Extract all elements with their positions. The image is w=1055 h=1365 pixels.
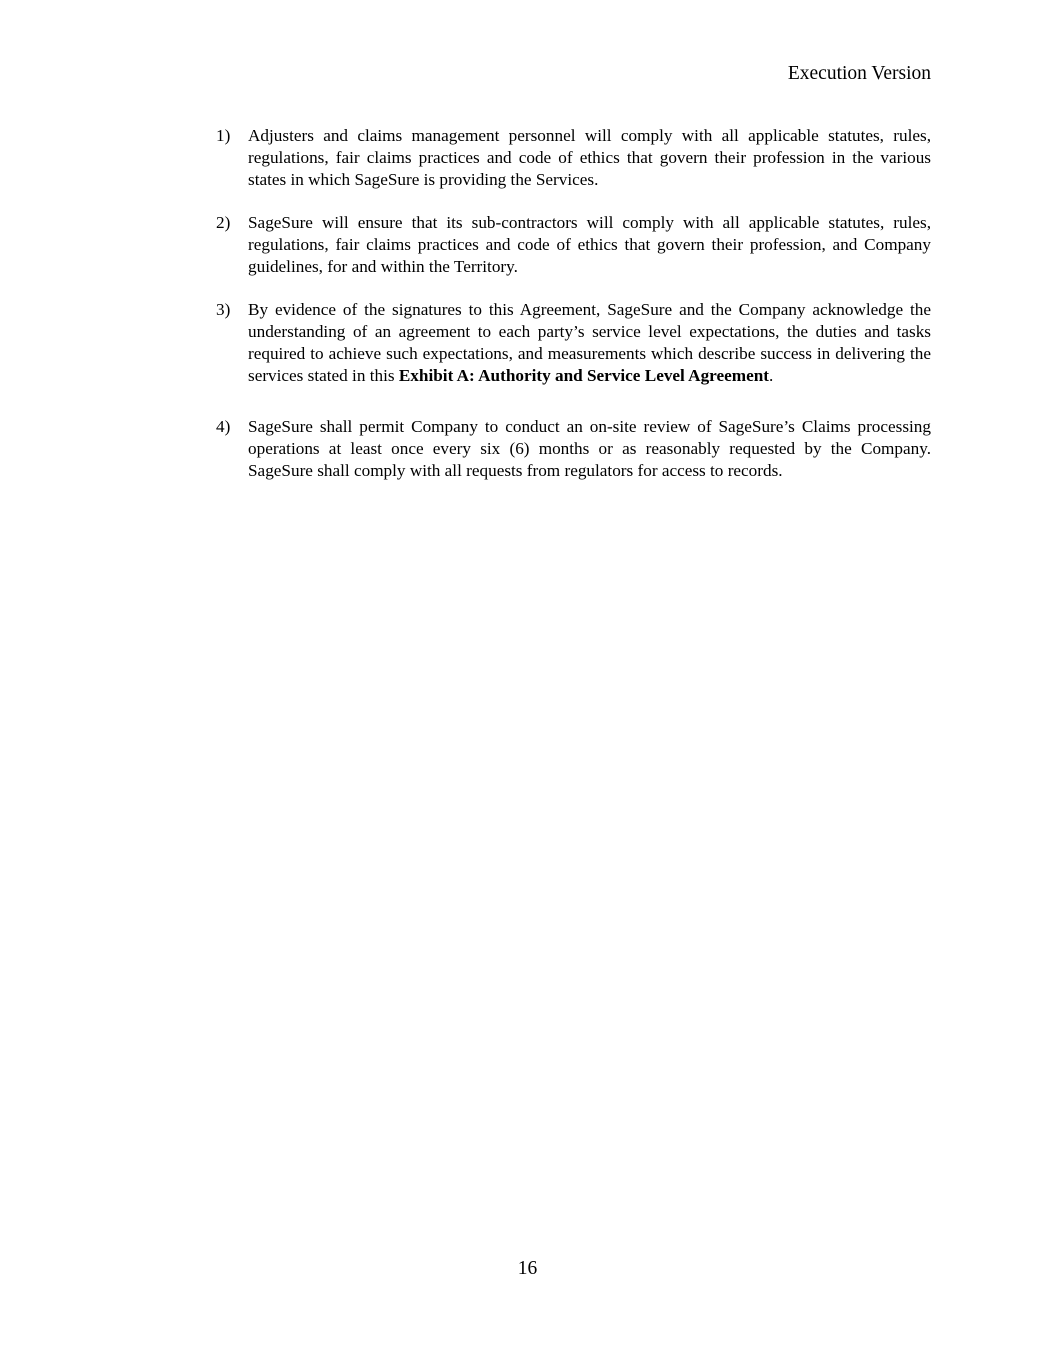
numbered-clause-list (216, 125, 931, 503)
clause-item-1 (216, 125, 931, 191)
exhibit-reference: Exhibit A: Authority and Service Level Agreement (398, 366, 769, 385)
clause-text-after: . (769, 366, 774, 385)
clause-text: SageSure shall permit Company to conduct an on-site review of SageSure’s Claims processing operations at least once every six (6) months or as reasonably requested by the Company. SageSure shall comply with all requests from regulators for access to records. (248, 417, 931, 480)
header-version-label: Execution Version (787, 63, 931, 84)
clause-item-4 (216, 416, 931, 482)
clause-item-2 (216, 212, 931, 278)
clause-number: 4) (216, 417, 231, 436)
clause-text-before: By evidence of the signatures to this Agreement, SageSure and the Company acknowledge the understanding of an agreement to each party’s service level expectations, the duties and tasks required to achieve such expectations, and measurements which describe success in delivering the services stated in this (248, 300, 931, 385)
clause-item-3 (216, 299, 931, 387)
clause-number: 1) (216, 126, 231, 145)
clause-number: 3) (216, 300, 231, 319)
clause-number: 2) (216, 213, 231, 232)
clause-text: Adjusters and claims management personnel will comply with all applicable statutes, rules, regulations, fair claims practices and code of ethics that govern their profession in the various states in which SageSure is providing the Services. (248, 126, 931, 189)
page-number: 16 (517, 1258, 538, 1279)
clause-text: SageSure will ensure that its sub-contractors will comply with all applicable statutes, rules, regulations, fair claims practices and code of ethics that govern their profession, and Company guidelines, for and within the Territory. (248, 213, 931, 276)
clause-text (248, 300, 931, 385)
